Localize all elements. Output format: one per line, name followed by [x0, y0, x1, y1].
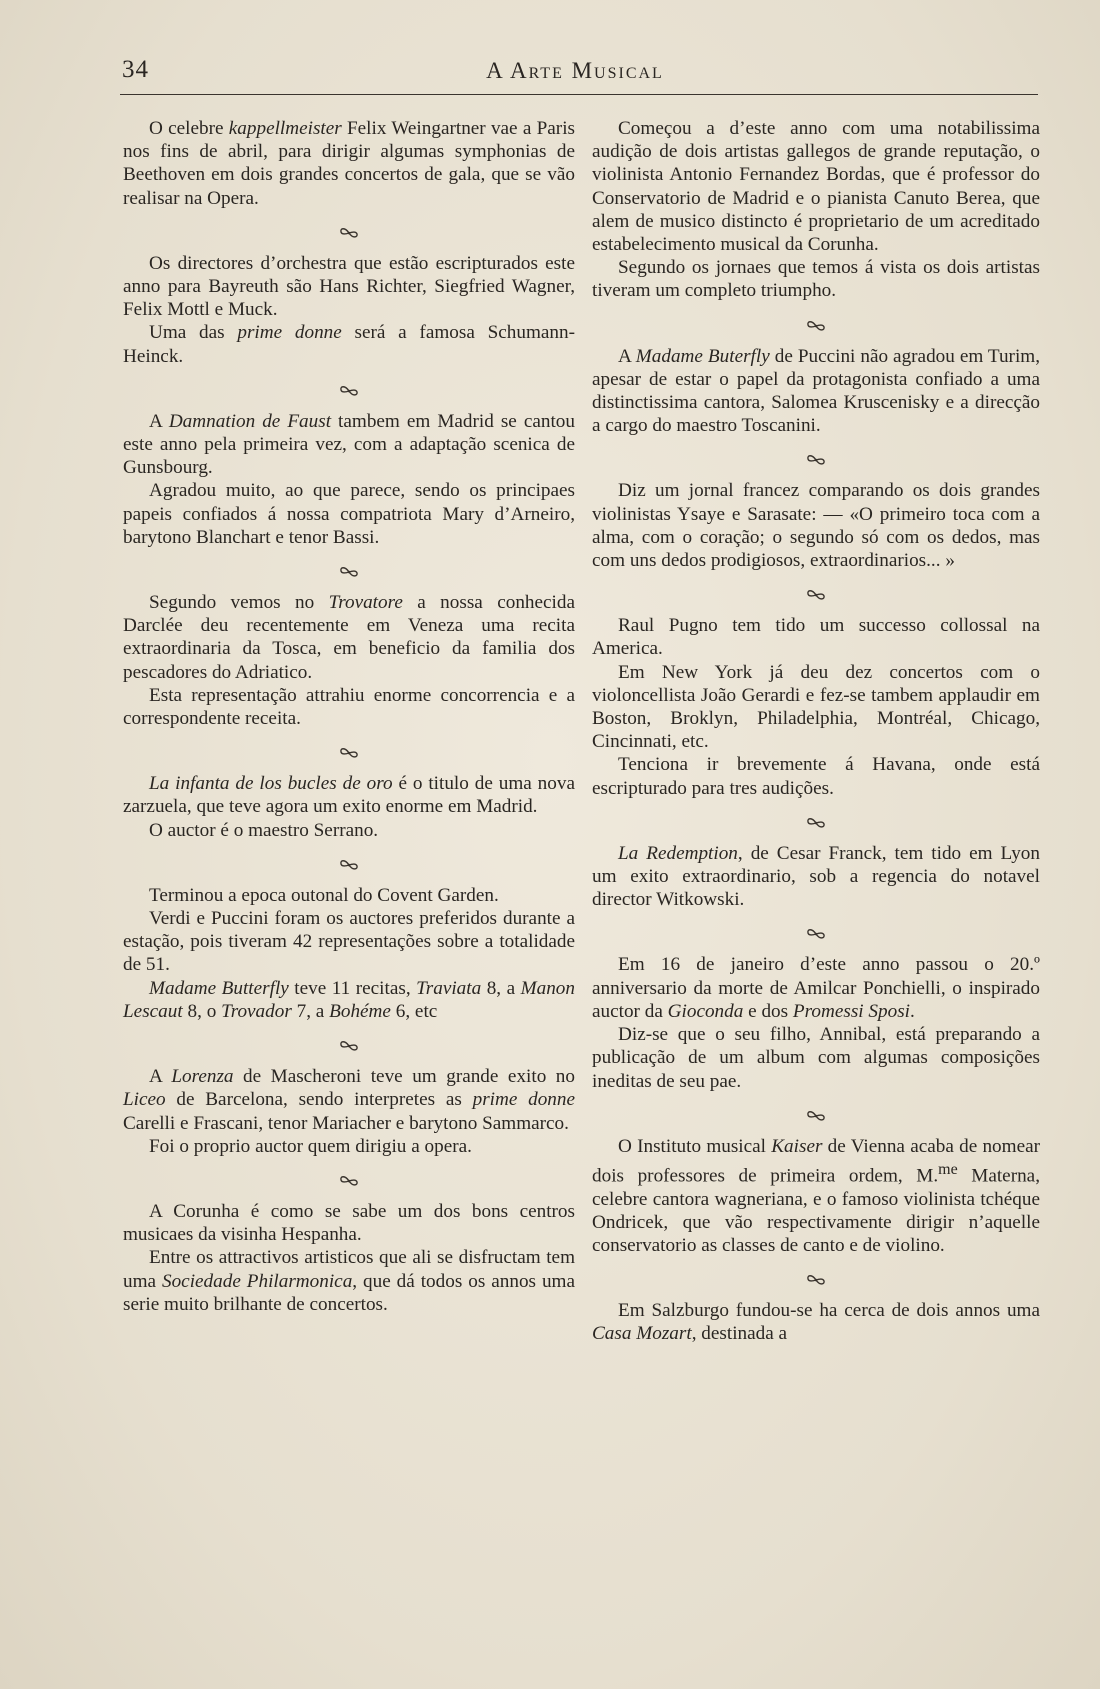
left-paragraph: Segundo vemos no Trovatore a nossa conhecida Darclée deu recentemente em Veneza uma recita extraordinaria da Tosca, em beneficio da familia dos pescadores do Adriatico.: [123, 592, 575, 683]
left-paragraph: Terminou a epoca outonal do Covent Garden.: [149, 884, 499, 906]
right-paragraph: O Instituto musical Kaiser de Vienna acaba de nomear dois professores de primeira ordem, M.$^{me}$ Materna, celebre cantora wagneriana, e o famoso violinista tchéque Ondricek, que vão respectivamente dirigir n’aquelle conservatorio as classes de canto e de violino.: [592, 1135, 1040, 1256]
ornament-divider-icon: [592, 572, 1040, 614]
ornament-divider-icon: [592, 800, 1040, 842]
ornament-divider-icon: [592, 1093, 1040, 1135]
running-title: A Arte Musical: [486, 58, 664, 83]
right-paragraph: Diz um jornal francez comparando os dois grandes violinistas Ysaye e Sarasate: — «O primeiro toca com a alma, com o coração; o segundo só com os dedos, mas com uns dedos prodigiosos, extraordinarios... »: [592, 480, 1040, 572]
ornament-divider-icon: [123, 1158, 575, 1200]
ornament-divider-icon: [123, 549, 575, 591]
ornament-divider-icon: [592, 303, 1040, 345]
ornament-divider-icon: [592, 911, 1040, 953]
left-paragraph: A Lorenza de Mascheroni teve um grande exito no Liceo de Barcelona, sendo interpretes as prime donne Carelli e Frascani, tenor Mariacher e barytono Sammarco.: [123, 1066, 576, 1134]
left-paragraph: A Corunha é como se sabe um dos bons centros musicaes da visinha Hespanha.: [123, 1200, 575, 1246]
ornament-divider-icon: [123, 368, 575, 410]
header-rule: [120, 94, 1038, 95]
left-paragraph: Foi o proprio auctor quem dirigiu a opera.: [149, 1135, 472, 1157]
right-paragraph: La Redemption, de Cesar Franck, tem tido em Lyon um exito extraordinario, sob a regencia do notavel director Witkowski.: [592, 842, 1040, 911]
left-paragraph: Entre os attractivos artisticos que ali se disfructam tem uma Sociedade Philarmonica, que dá todos os annos uma serie muito brilhante de concertos.: [123, 1247, 575, 1315]
ornament-divider-icon: [123, 1023, 575, 1065]
ornament-divider-icon: [123, 210, 575, 252]
left-paragraph: O auctor é o maestro Serrano.: [149, 819, 379, 841]
left-paragraph: Esta representação attrahiu enorme concorrencia e a correspondente receita.: [123, 684, 575, 730]
left-paragraph: A Damnation de Faust tambem em Madrid se cantou este anno pela primeira vez, com a adaptação scenica de Gunsbourg.: [123, 410, 575, 479]
left-paragraph: Verdi e Puccini foram os auctores preferidos durante a estação, pois tiveram 42 representações sobre a totalidade de 51.: [123, 908, 575, 976]
left-paragraph: Os directores d’orchestra que estão escripturados este anno para Bayreuth são Hans Richter, Siegfried Wagner, Felix Mottl e Muck.: [123, 252, 575, 321]
left-paragraph: Uma das prime donne será a famosa Schumann-Heinck.: [123, 322, 575, 367]
right-column: [592, 117, 1040, 1346]
page-number: 34: [122, 56, 149, 83]
left-paragraph: Madame Butterfly teve 11 recitas, Traviata 8, a Manon Lescaut 8, o Trovador 7, a Bohéme 6, etc: [123, 977, 575, 1022]
right-paragraph: Diz-se que o seu filho, Annibal, está preparando a publicação de um album com algumas composições ineditas de seu pae.: [592, 1024, 1040, 1092]
ornament-divider-icon: [592, 437, 1040, 479]
ornament-divider-icon: [592, 1257, 1040, 1299]
right-paragraph: Tenciona ir brevemente á Havana, onde está escripturado para tres audições.: [592, 754, 1040, 799]
left-paragraph: O celebre kappellmeister Felix Weingartner vae a Paris nos fins de abril, para dirigir algumas symphonias de Beethoven em dois grandes concertos de gala, que se vão realisar na Opera.: [123, 118, 575, 209]
left-paragraph: Agradou muito, ao que parece, sendo os principaes papeis confiados á nossa compatriota Mary d’Arneiro, barytono Blanchart e tenor Bassi.: [123, 480, 575, 548]
left-paragraph: La infanta de los bucles de oro é o titulo de uma nova zarzuela, que teve agora um exito enorme em Madrid.: [123, 773, 575, 818]
ornament-divider-icon: [123, 730, 575, 772]
left-column: [123, 117, 575, 1316]
ornament-divider-icon: [123, 842, 575, 884]
right-paragraph: Em Salzburgo fundou-se ha cerca de dois annos uma Casa Mozart, destinada a: [592, 1300, 1040, 1345]
right-paragraph: Raul Pugno tem tido um successo collossal na America.: [592, 615, 1040, 660]
right-paragraph: Em 16 de janeiro d’este anno passou o 20.º anniversario da morte de Amilcar Ponchielli, o inspirado auctor da Gioconda e dos Promessi Sposi.: [592, 954, 1040, 1022]
right-paragraph: Segundo os jornaes que temos á vista os dois artistas tiveram um completo triumpho.: [592, 257, 1040, 302]
right-paragraph: Em New York já deu dez concertos com o violoncellista João Gerardi e fez-se tambem applaudir em Boston, Broklyn, Philadelphia, Montréal, Chicago, Cincinnati, etc.: [592, 661, 1040, 753]
right-paragraph: Começou a d’este anno com uma notabilissima audição de dois artistas gallegos de grande reputação, o violinista Antonio Fernandez Bordas, que é professor do Conservatorio de Madrid e o pianista Canuto Berea, que alem de musico distincto é proprietario de um acreditado estabelecimento musical da Corunha.: [592, 118, 1040, 256]
right-paragraph: A Madame Buterfly de Puccini não agradou em Turim, apesar de estar o papel da protagonista confiado a uma distinctissima cantora, Salomea Kruscenisky e a direcção a cargo do maestro Toscanini.: [592, 345, 1040, 437]
page-header: [120, 52, 1030, 92]
